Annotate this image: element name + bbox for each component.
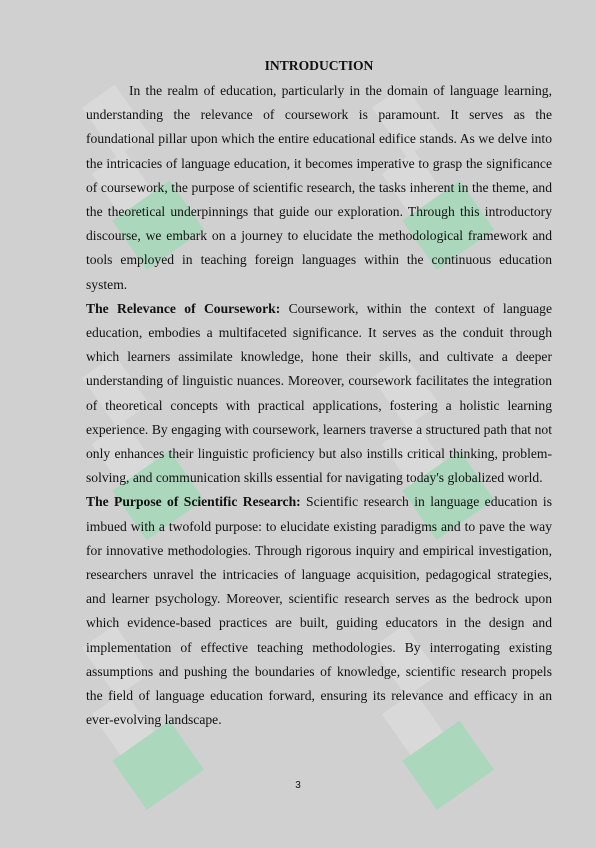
section-relevance: [86, 297, 552, 491]
section-body: Scientific research in language education is imbued with a twofold purpose: to elucidate existing paradigms and to pave the way for innovative methodologies. Through rigorous inquiry and empirical investigation, researchers unravel the intricacies of language acquisition, pedagogical strategies, and learner psychology. Moreover, scientific research serves as the bedrock upon which evidence-based practices are built, guiding educators in the design and implementation of effective teaching methodologies. By interrogating existing assumptions and pushing the boundaries of knowledge, scientific research propels the field of language education forward, ensuring its relevance and efficacy in an ever-evolving landscape.: [86, 494, 552, 728]
intro-paragraph: In the realm of education, particularly in the domain of language learning, understanding the relevance of coursework is paramount. It serves as the foundational pillar upon which the entire educational edifice stands. As we delve into the intricacies of language education, it becomes imperative to grasp the significance of coursework, the purpose of scientific research, the tasks inherent in the theme, and the theoretical underpinnings that guide our exploration. Through this introductory discourse, we embark on a journey to elucidate the methodological framework and tools employed in teaching foreign languages within the continuous education system.: [86, 83, 552, 292]
page-number: 3: [295, 780, 301, 791]
section-heading: The Purpose of Scientific Research:: [86, 494, 301, 510]
section-body: Coursework, within the context of language education, embodies a multifaceted significance. It serves as the conduit through which learners assimilate knowledge, hone their skills, and cultivate a deeper understanding of linguistic nuances. Moreover, coursework facilitates the integration of theoretical concepts with practical applications, fostering a holistic learning experience. By engaging with coursework, learners traverse a structured path that not only enhances their linguistic proficiency but also instills critical thinking, problem-solving, and communication skills essential for navigating today's globalized world.: [86, 300, 552, 486]
section-purpose: [86, 490, 552, 732]
section-heading: The Relevance of Coursework:: [86, 300, 281, 316]
page-title: INTRODUCTION: [264, 58, 374, 73]
document-body: [86, 57, 552, 732]
